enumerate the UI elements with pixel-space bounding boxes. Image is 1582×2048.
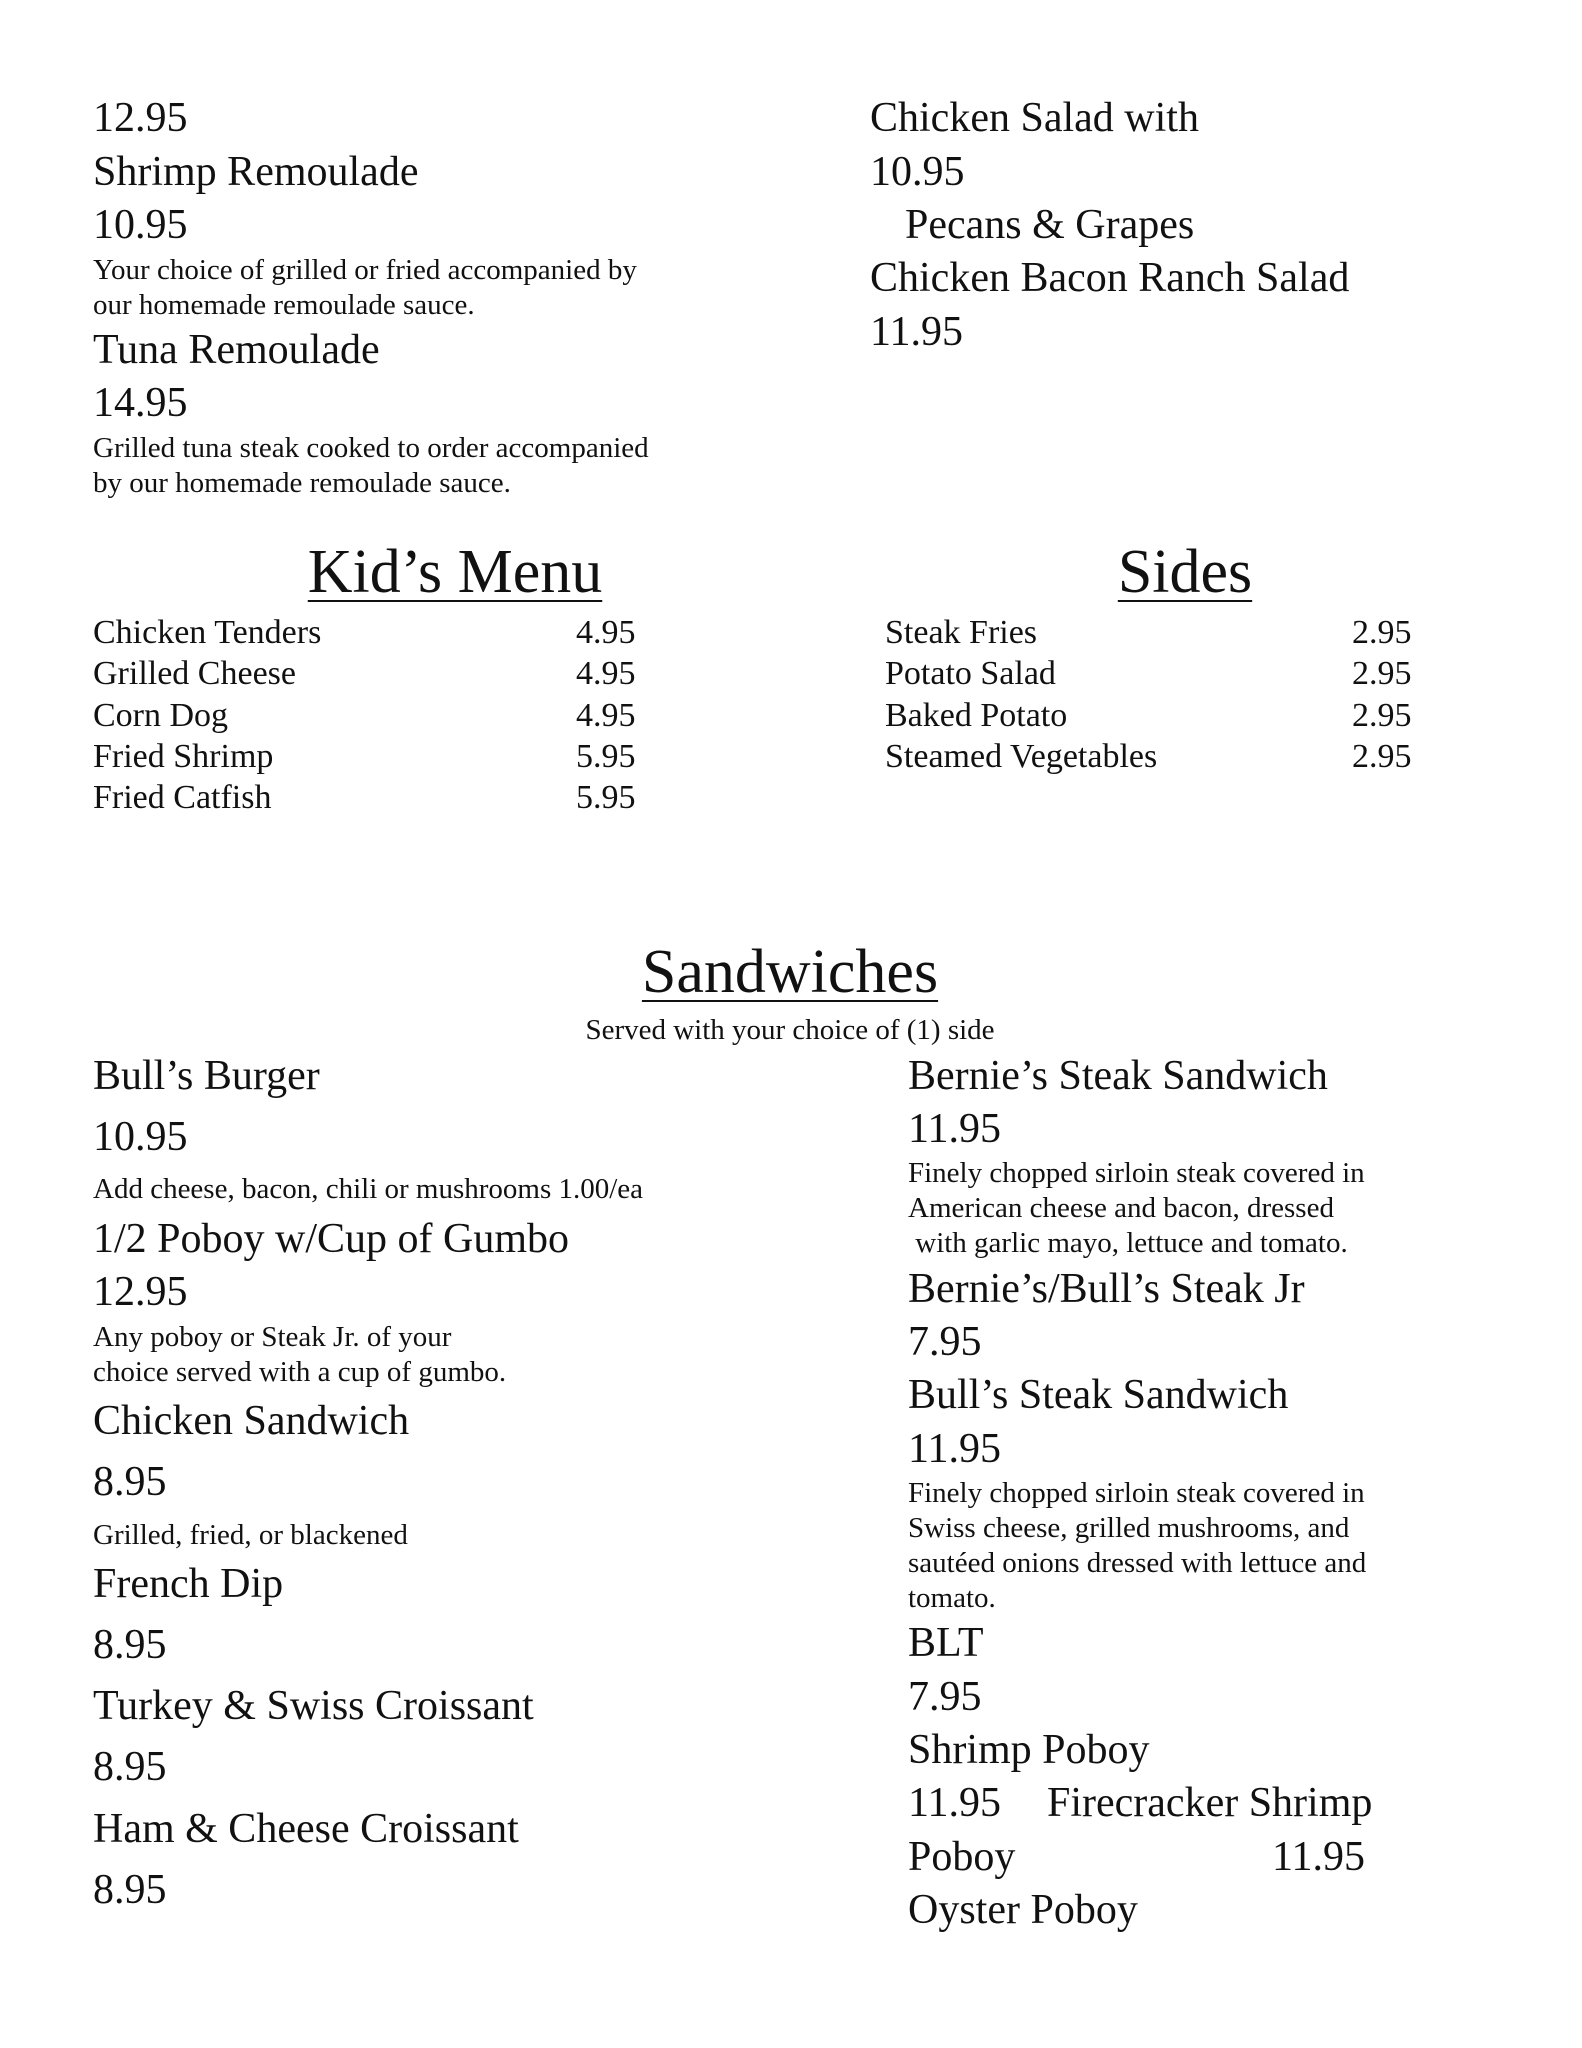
item-desc-shrimp-remoulade-1: Your choice of grilled or fried accompanied by <box>93 254 637 286</box>
item-name-french-dip: French Dip <box>93 1561 284 1607</box>
item-name-half-poboy: 1/2 Poboy w/Cup of Gumbo <box>93 1216 570 1262</box>
list-item-price: 2.95 <box>1352 738 1412 775</box>
item-price-chicken-salad: 10.95 <box>870 149 965 195</box>
list-item-price: 5.95 <box>576 779 636 816</box>
item-price-firecracker: 11.95 <box>1272 1834 1365 1880</box>
list-item-price: 2.95 <box>1352 655 1412 692</box>
item-price-bulls-steak: 11.95 <box>908 1426 1001 1472</box>
item-price-chicken-sandwich: 8.95 <box>93 1459 167 1505</box>
list-item-name: Grilled Cheese <box>93 655 296 692</box>
item-name-tuna-remoulade: Tuna Remoulade <box>93 327 380 373</box>
list-item-price: 4.95 <box>576 614 636 651</box>
item-desc-bernies-steak-2: American cheese and bacon, dressed <box>908 1192 1334 1224</box>
item-desc-tuna-remoulade-1: Grilled tuna steak cooked to order accompanied <box>93 432 649 464</box>
item-desc-chicken-sandwich: Grilled, fried, or blackened <box>93 1519 408 1551</box>
item-name-oyster-poboy: Oyster Poboy <box>908 1887 1138 1933</box>
list-item-price: 2.95 <box>1352 697 1412 734</box>
item-sub-chicken-salad: Pecans & Grapes <box>905 202 1195 248</box>
item-name-chicken-salad: Chicken Salad with <box>870 95 1199 141</box>
list-item-name: Chicken Tenders <box>93 614 322 651</box>
item-price-tuna-remoulade: 14.95 <box>93 380 188 426</box>
item-name-steak-jr: Bernie’s/Bull’s Steak Jr <box>908 1266 1305 1312</box>
item-name-firecracker-1: Firecracker Shrimp <box>1047 1780 1373 1826</box>
item-desc-half-poboy-2: choice served with a cup of gumbo. <box>93 1356 507 1388</box>
list-item-price: 5.95 <box>576 738 636 775</box>
list-item-name: Baked Potato <box>885 697 1068 734</box>
sandwiches-subtitle: Served with your choice of (1) side <box>585 1014 995 1046</box>
item-price-turkey-croissant: 8.95 <box>93 1744 167 1790</box>
item-price-steak-jr: 7.95 <box>908 1319 982 1365</box>
list-item-name: Corn Dog <box>93 697 229 734</box>
price-text: 12.95 <box>93 95 188 141</box>
item-desc-bulls-burger: Add cheese, bacon, chili or mushrooms 1.00/ea <box>93 1173 644 1205</box>
item-name-bulls-burger: Bull’s Burger <box>93 1053 320 1099</box>
item-desc-bulls-steak-1: Finely chopped sirloin steak covered in <box>908 1477 1365 1509</box>
list-item-name: Fried Catfish <box>93 779 272 816</box>
item-price-blt: 7.95 <box>908 1674 982 1720</box>
item-desc-bernies-steak-1: Finely chopped sirloin steak covered in <box>908 1157 1365 1189</box>
item-name-firecracker-2: Poboy <box>908 1834 1016 1880</box>
list-item-price: 4.95 <box>576 655 636 692</box>
item-name-blt: BLT <box>908 1620 984 1666</box>
list-item-price: 4.95 <box>576 697 636 734</box>
item-desc-bernies-steak-3: with garlic mayo, lettuce and tomato. <box>908 1227 1348 1259</box>
item-desc-tuna-remoulade-2: by our homemade remoulade sauce. <box>93 467 511 499</box>
sides-heading: Sides <box>1117 538 1253 606</box>
item-price-chicken-bacon-ranch: 11.95 <box>870 309 963 355</box>
item-name-shrimp-remoulade: Shrimp Remoulade <box>93 149 419 195</box>
list-item-price: 2.95 <box>1352 614 1412 651</box>
item-name-ham-croissant: Ham & Cheese Croissant <box>93 1806 519 1852</box>
item-name-turkey-croissant: Turkey & Swiss Croissant <box>93 1683 534 1729</box>
item-price-shrimp-remoulade: 10.95 <box>93 202 188 248</box>
list-item-name: Fried Shrimp <box>93 738 274 775</box>
item-price-half-poboy: 12.95 <box>93 1269 188 1315</box>
item-price-bernies-steak: 11.95 <box>908 1106 1001 1152</box>
item-price-ham-croissant: 8.95 <box>93 1867 167 1913</box>
kids-menu-heading: Kid’s Menu <box>307 538 603 606</box>
item-desc-bulls-steak-2: Swiss cheese, grilled mushrooms, and <box>908 1512 1350 1544</box>
item-name-chicken-bacon-ranch: Chicken Bacon Ranch Salad <box>870 255 1350 301</box>
item-name-chicken-sandwich: Chicken Sandwich <box>93 1398 410 1444</box>
item-name-bulls-steak: Bull’s Steak Sandwich <box>908 1372 1289 1418</box>
item-desc-half-poboy-1: Any poboy or Steak Jr. of your <box>93 1321 452 1353</box>
list-item-name: Potato Salad <box>885 655 1056 692</box>
item-price-french-dip: 8.95 <box>93 1622 167 1668</box>
item-price-bulls-burger: 10.95 <box>93 1114 188 1160</box>
item-price-shrimp-poboy: 11.95 <box>908 1780 1001 1826</box>
item-name-shrimp-poboy: Shrimp Poboy <box>908 1727 1150 1773</box>
item-name-bernies-steak: Bernie’s Steak Sandwich <box>908 1053 1328 1099</box>
sandwiches-heading: Sandwiches <box>641 938 939 1006</box>
list-item-name: Steak Fries <box>885 614 1038 651</box>
item-desc-shrimp-remoulade-2: our homemade remoulade sauce. <box>93 289 475 321</box>
item-desc-bulls-steak-4: tomato. <box>908 1582 996 1614</box>
item-desc-bulls-steak-3: sautéed onions dressed with lettuce and <box>908 1547 1367 1579</box>
list-item-name: Steamed Vegetables <box>885 738 1158 775</box>
